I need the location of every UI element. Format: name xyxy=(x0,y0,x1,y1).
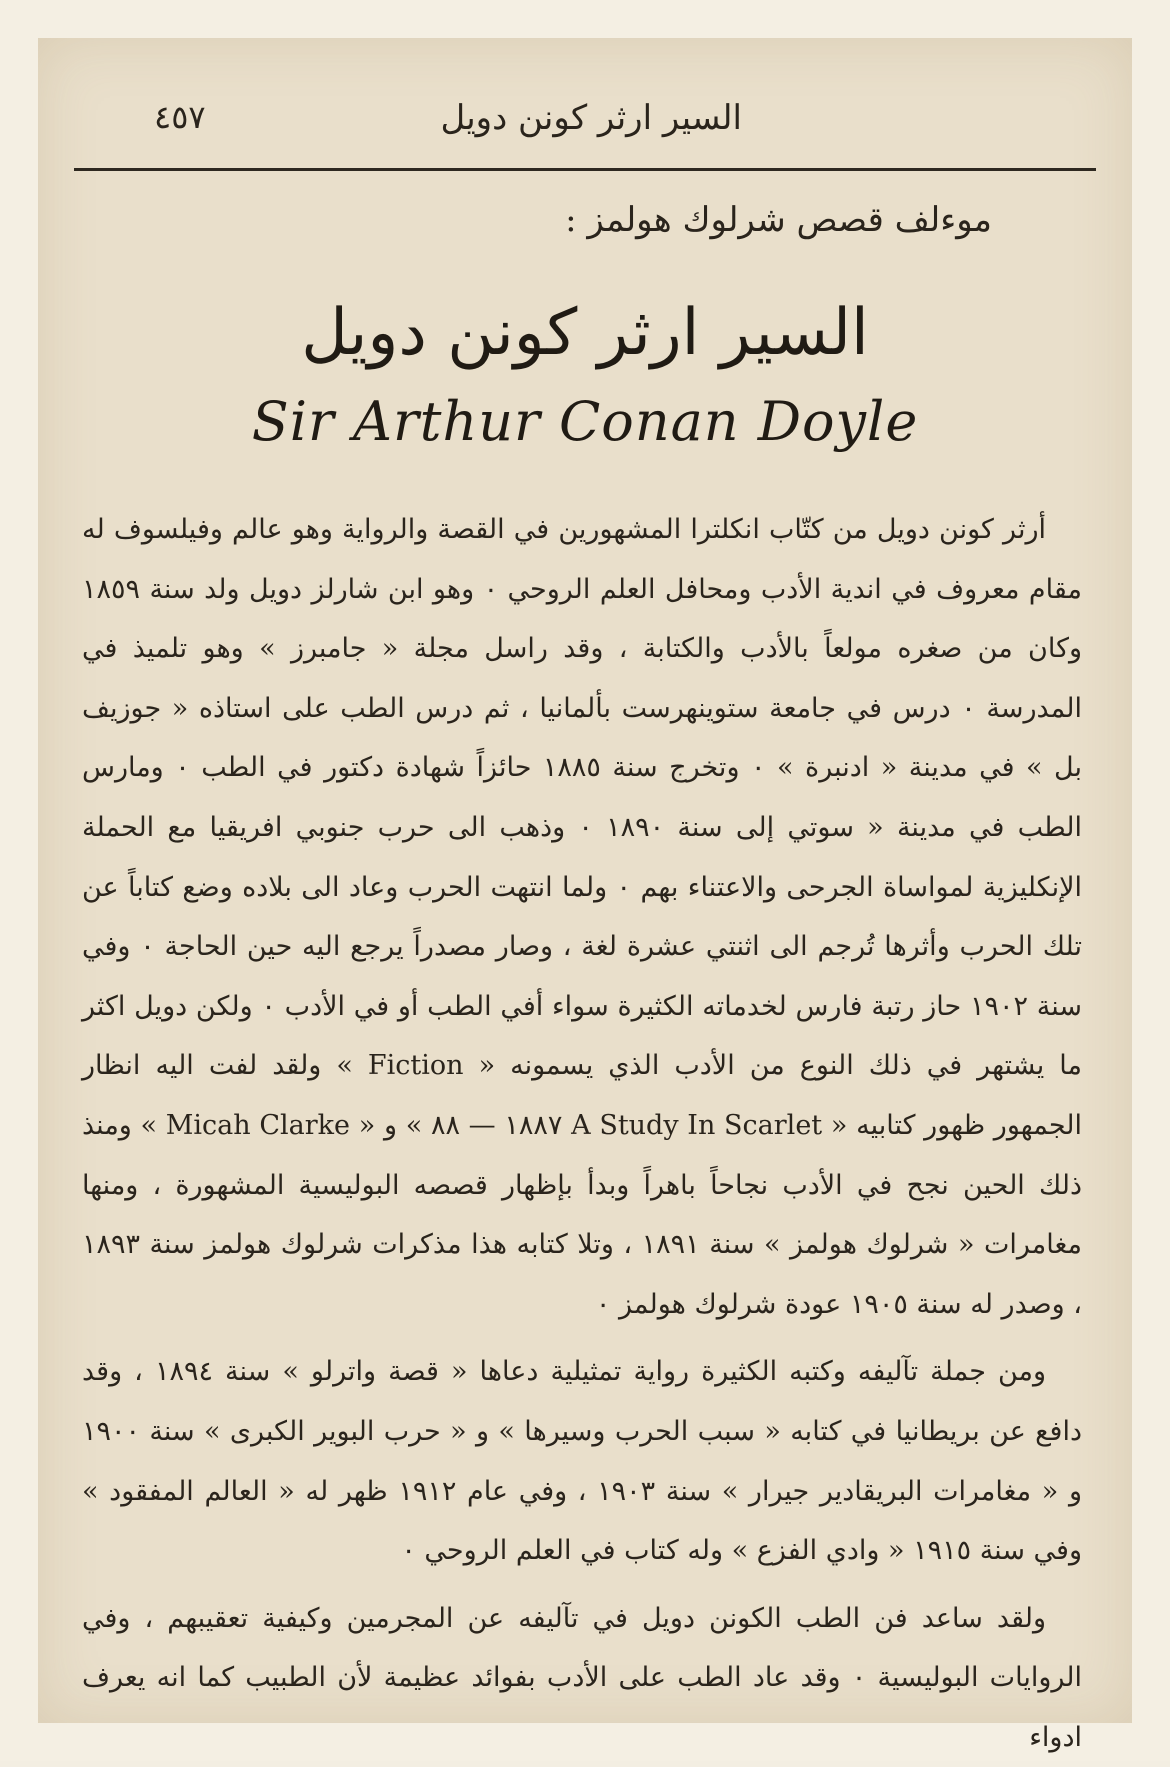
book-page xyxy=(38,38,1132,1753)
page-number: ٤٥٧ xyxy=(154,98,206,136)
paragraph: ولقد ساعد فن الطب الكونن دويل في تآليفه عن المجرمين وكيفية تعقيبهم ، وفي الروايات البوليسية ٠ وقد عاد الطب على الأدب بفوائد عظيمة لأن الطبيب كما انه يعرف ادواء xyxy=(82,1602,1082,1753)
page-header xyxy=(74,94,1072,154)
article-body xyxy=(82,500,1082,1767)
header-rule xyxy=(74,168,1096,171)
paragraph: ومن جملة تآليفه وكتبه الكثيرة رواية تمثيلية دعاها « قصة واترلو » سنة ١٨٩٤ ، وقد دافع عن بريطانيا في كتابه « سبب الحرب وسيرها » و « حرب البوير الكبرى » سنة ١٩٠٠ و « مغامرات البريقادير جيرار » سنة ١٩٠٣ ، وفي عام ١٩١٢ ظهر له « العالم المفقود » وفي سنة ١٩١٥ « وادي الفزع » وله كتاب في العلم الروحي ٠ xyxy=(82,1356,1082,1567)
running-title: السير ارثر كونن دويل xyxy=(440,98,742,138)
series-line: موءلف قصص شرلوك هولمز : xyxy=(565,200,992,240)
article-title-latin: Sir Arthur Conan Doyle xyxy=(251,390,919,453)
paragraph: أرثر كونن دويل من كتّاب انكلترا المشهورين في القصة والرواية وهو عالم وفيلسوف له مقام معروف في اندية الأدب ومحافل العلم الروحي ٠ وهو ابن شارلز دويل ولد سنة ١٨٥٩ وكان من صغره مولعاً بالأدب والكتابة ، وقد راسل مجلة « جامبرز » وهو تلميذ في المدرسة ٠ درس في جامعة ستوينهرست بألمانيا ، ثم درس الطب على استاذه « جوزيف بل » في مدينة « ادنبرة » ٠ وتخرج سنة ١٨٨٥ حائزاً شهادة دكتور في الطب ٠ ومارس الطب في مدينة « سوتي إلى سنة ١٨٩٠ ٠ وذهب الى حرب جنوبي افريقيا مع الحملة الإنكليزية لمواساة الجرحى والاعتناء بهم ٠ ولما انتهت الحرب وعاد الى بلاده وضع كتاباً عن تلك الحرب وأثرها تُرجم الى اثنتي عشرة لغة ، وصار مصدراً يرجع اليه حين الحاجة ٠ وفي سنة ١٩٠٢ حاز رتبة فارس لخدماته الكثيرة سواء أفي الطب أو في الأدب ٠ ولكن دويل اكثر ما يشتهر في ذلك النوع من الأدب الذي يسمونه « Fiction » ولقد لفت اليه انظار الجمهور ظهور كتابيه « A Study In Scarlet ١٨٨٧ — ٨٨ » و « Micah Clarke » ومنذ ذلك الحين نجح في الأدب نجاحاً باهراً وبدأ بإظهار قصصه البوليسية المشهورة ، ومنها مغامرات « شرلوك هولمز » سنة ١٨٩١ ، وتلا كتابه هذا مذكرات شرلوك هولمز سنة ١٨٩٣ ، وصدر له سنة ١٩٠٥ عودة شرلوك هولمز ٠ xyxy=(82,514,1083,1320)
article-title-arabic: السير ارثر كونن دويل xyxy=(301,296,869,370)
